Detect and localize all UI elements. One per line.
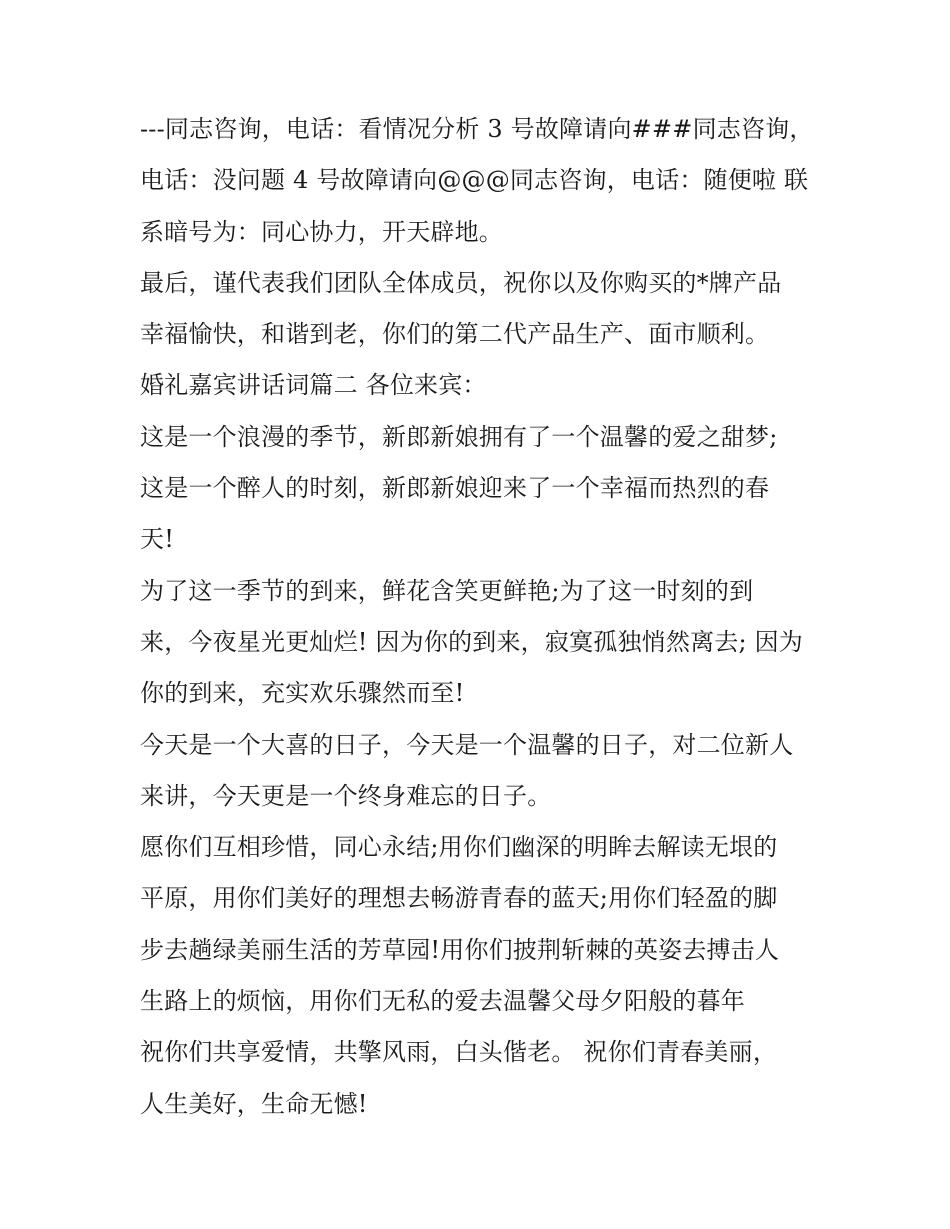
text-line: 生路上的烦恼，用你们无私的爱去温馨父母夕阳般的暮年 xyxy=(140,987,745,1016)
text-line: 人生美好，生命无憾! xyxy=(140,1089,368,1118)
text-line: 祝你们共享爱情，共擎风雨，白头偕老。 祝你们青春美丽， xyxy=(140,1038,778,1067)
text-line: 电话：没问题 4 号故障请向@@@同志咨询，电话：随便啦 联 xyxy=(140,166,809,195)
text-line: ---同志咨询，电话：看情况分析 3 号故障请向###同志咨询， xyxy=(140,115,814,143)
body-text xyxy=(140,104,820,1130)
text-line: 系暗号为：同心协力，开天辟地。 xyxy=(140,217,503,246)
text-line: 这是一个浪漫的季节，新郎新娘拥有了一个温馨的爱之甜梦; xyxy=(140,422,778,451)
text-line: 这是一个醉人的时刻，新郎新娘迎来了一个幸福而热烈的春 xyxy=(140,474,770,503)
text-line: 来讲，今天更是一个终身难忘的日子。 xyxy=(140,781,552,810)
text-line: 你的到来，充实欢乐骤然而至! xyxy=(140,679,465,708)
text-line: 平原，用你们美好的理想去畅游青春的蓝天;用你们轻盈的脚 xyxy=(140,884,778,913)
text-line: 步去趟绿美丽生活的芳草园!用你们披荆斩棘的英姿去搏击人 xyxy=(140,935,780,964)
section-heading: 婚礼嘉宾讲话词篇二 各位来宾： xyxy=(140,371,487,400)
text-line: 天! xyxy=(140,525,175,554)
text-line: 为了这一季节的到来，鲜花含笑更鲜艳;为了这一时刻的到 xyxy=(140,576,754,605)
text-line: 来，今夜星光更灿烂! 因为你的到来，寂寞孤独悄然离去; 因为 xyxy=(140,627,803,656)
text-line: 最后，谨代表我们团队全体成员，祝你以及你购买的*牌产品 xyxy=(140,268,782,297)
text-line: 愿你们互相珍惜，同心永结;用你们幽深的明眸去解读无垠的 xyxy=(140,833,778,862)
text-line: 今天是一个大喜的日子，今天是一个温馨的日子，对二位新人 xyxy=(140,730,794,759)
text-line: 幸福愉快，和谐到老，你们的第二代产品生产、面市顺利。 xyxy=(140,320,770,349)
